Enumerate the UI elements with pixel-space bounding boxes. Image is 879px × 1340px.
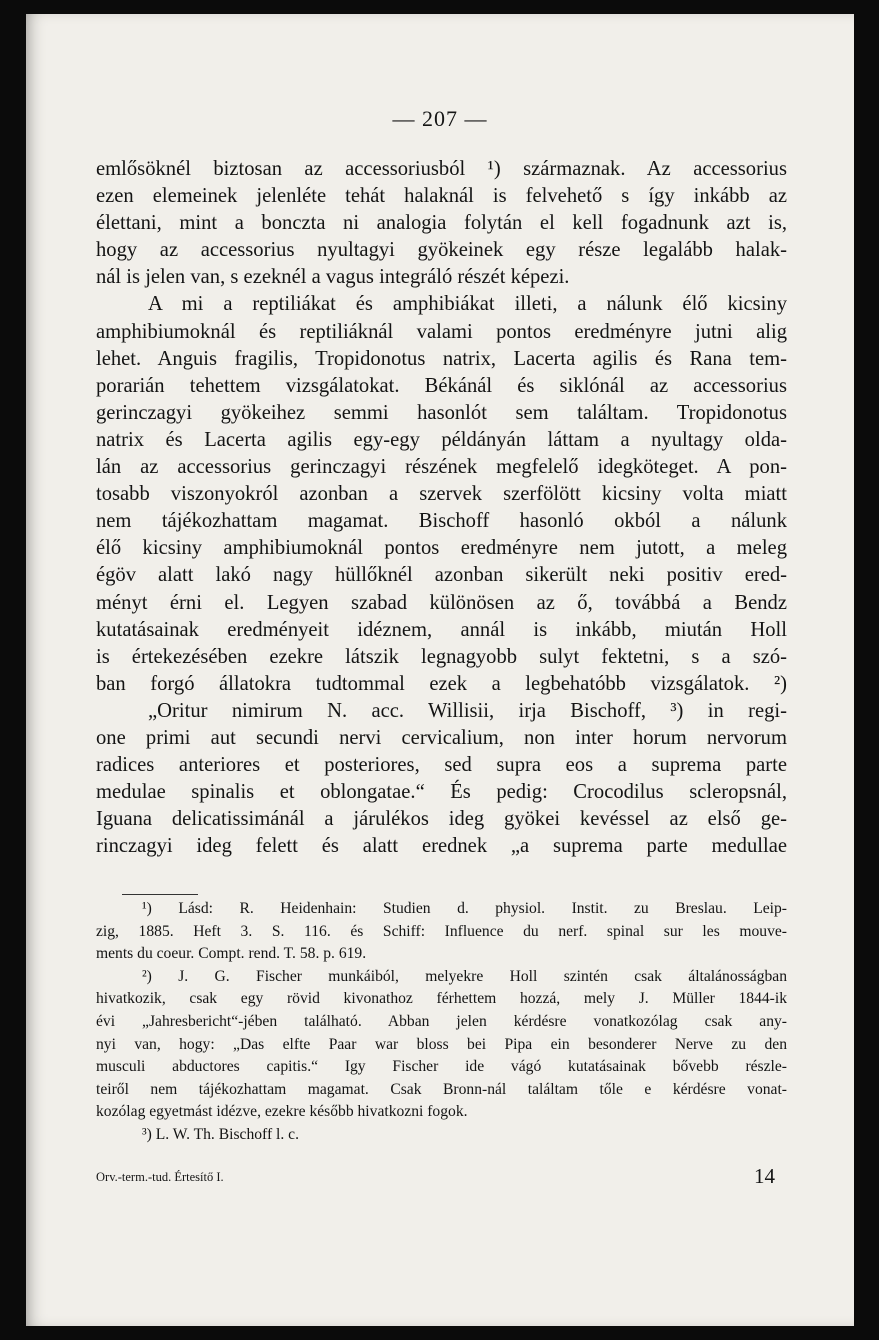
text-line: ban forgó állatokra tudtommal ezek a legbehatóbb vizsgálatok. ²) [96, 672, 787, 695]
footnote-line: évi „Jahresbericht“-jében található. Abban jelen kérdésre vonatkozólag csak any- [96, 1012, 787, 1030]
page-number: — 207 — [392, 106, 488, 131]
text-line: Iguana delicatissimánál a járulékos ideg gyökei kevéssel az első ge- [96, 808, 787, 831]
footnote-line: ments du coeur. Compt. rend. T. 58. p. 619. [96, 945, 367, 963]
text-line: rinczagyi ideg felett és alatt erednek „a suprema parte medullae [96, 835, 787, 858]
text-line: hogy az accessorius nyultagyi gyökeinek egy része legalább halak- [96, 239, 787, 262]
text-line: is értekezésében ezekre látszik legnagyobb sulyt fektetni, s a szó- [96, 645, 787, 668]
text-line: égöv alatt lakó nagy hüllőknél azonban sikerült neki positiv ered- [96, 564, 787, 587]
footnote-line: zig, 1885. Heft 3. S. 116. és Schiff: Influence du nerf. spinal sur les mouve- [96, 922, 787, 940]
footnote-line: kozólag egyetmást idézve, ezekre később hivatkozni fogok. [96, 1103, 468, 1121]
footnotes [96, 898, 787, 1147]
journal-signature: Orv.-term.-tud. Értesítő I. [96, 1170, 224, 1184]
text-line: radices anteriores et posteriores, sed supra eos a suprema parte [96, 754, 787, 777]
text-line: A mi a reptiliákat és amphibiákat illeti, a nálunk élő kicsiny [148, 293, 787, 316]
text-line: ményt érni el. Legyen szabad különösen az ő, továbbá a Bendz [96, 591, 787, 614]
text-line: one primi aut secundi nervi cervicalium, non inter horum nervorum [96, 726, 787, 749]
text-line: natrix és Lacerta agilis egy-egy példányán láttam a nyultagy olda- [96, 428, 787, 451]
text-line: tosabb viszonyokról azonban a szervek szerfölött kicsiny volta miatt [96, 483, 787, 506]
footnote-line: teiről nem tájékozhattam magamat. Csak Bronn-nál találtam tőle e kérdésre vonat- [96, 1080, 787, 1098]
text-line: élettani, mint a bonczta ni analogia folytán el kell fogadnunk azt is, [96, 212, 787, 235]
text-line: medulae spinalis et oblongatae.“ És pedig: Crocodilus scleropsnál, [96, 781, 787, 804]
footnote-line: nyi van, hogy: „Das elfte Paar war bloss bei Pipa ein besonderer Nerve zu den [96, 1035, 787, 1053]
text-line: lehet. Anguis fragilis, Tropidonotus natrix, Lacerta agilis és Rana tem- [96, 347, 787, 370]
main-text [96, 156, 787, 860]
footnote-divider [122, 894, 198, 895]
text-line: emlősöknél biztosan az accessoriusból ¹) származnak. Az accessorius [96, 158, 787, 180]
text-line: porarián tehettem vizsgálatokat. Békánál és siklónál az accessorius [96, 374, 787, 397]
text-line: élő kicsiny amphibiumoknál pontos eredményre nem jutott, a meleg [96, 537, 787, 560]
text-line: gerinczagyi gyökeihez semmi hasonlót sem találtam. Tropidonotus [96, 401, 787, 424]
text-line: amphibiumoknál és reptiliáknál valami pontos eredményre jutni alig [96, 320, 787, 343]
text-line: kutatásainak eredményeit idéznem, annál is inkább, miután Holl [96, 618, 787, 641]
text-line: „Oritur nimirum N. acc. Willisii, irja Bischoff, ³) in regi- [148, 699, 787, 722]
footnote-line: musculi abductores capitis.“ Igy Fischer ide vágó kutatásainak bővebb részle- [96, 1058, 787, 1076]
footnote-line: hivatkozik, csak egy rövid kivonathoz férhettem hozzá, mely J. Müller 1844-ik [96, 990, 787, 1008]
page-footer [96, 1164, 787, 1188]
footnote-line: ²) J. G. Fischer munkáiból, melyekre Holl szintén csak általánosságban [142, 967, 787, 985]
book-page [26, 14, 854, 1326]
footnote-line: ³) L. W. Th. Bischoff l. c. [142, 1125, 299, 1143]
text-line: nem tájékozhattam magamat. Bischoff hasonló okból a nálunk [96, 510, 787, 533]
sheet-number: 14 [754, 1164, 775, 1188]
text-line: ezen elemeinek jelenléte tehát halaknál is felvehető s így inkább az [96, 185, 787, 208]
text-line: lán az accessorius gerinczagyi részének megfelelő idegköteget. A pon- [96, 456, 787, 479]
footnote-line: ¹) Lásd: R. Heidenhain: Studien d. physiol. Instit. zu Breslau. Leip- [142, 900, 787, 917]
text-line: nál is jelen van, s ezeknél a vagus integráló részét képezi. [96, 266, 570, 289]
